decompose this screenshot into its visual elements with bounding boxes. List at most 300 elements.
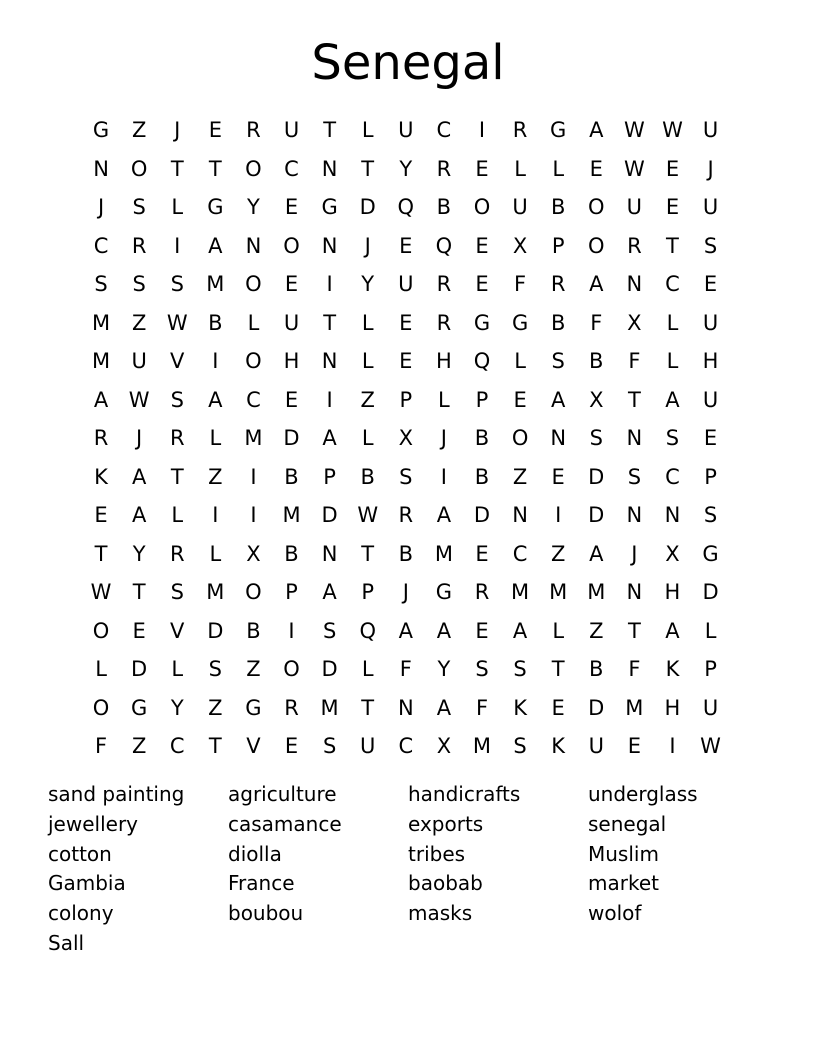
grid-letter: P — [704, 657, 717, 681]
grid-letter: W — [128, 387, 150, 412]
grid-letter: E — [475, 272, 489, 296]
grid-letter: V — [170, 618, 185, 643]
grid-row — [82, 342, 730, 381]
grid-letter: X — [665, 541, 680, 566]
grid-letter: B — [208, 310, 223, 335]
grid-letter: S — [399, 464, 413, 489]
grid-letter: A — [589, 118, 604, 142]
grid-letter: T — [208, 734, 222, 758]
grid-letter: R — [284, 695, 299, 720]
grid-letter: U — [283, 118, 300, 142]
grid-letter: S — [94, 272, 108, 296]
grid-letter: W — [357, 503, 379, 527]
grid-letter: J — [364, 233, 371, 258]
grid-letter: I — [288, 618, 295, 643]
grid-letter: E — [284, 734, 299, 758]
grid-letter: F — [590, 310, 603, 335]
grid-letter: P — [475, 387, 489, 412]
grid-letter: T — [666, 233, 679, 258]
grid-letter: I — [212, 349, 219, 373]
grid-letter: H — [702, 349, 719, 373]
grid-letter: L — [209, 426, 222, 450]
grid-letter: R — [169, 426, 185, 450]
grid-letter: M — [206, 272, 225, 296]
grid-letter: A — [93, 387, 109, 412]
grid-letter: C — [512, 541, 528, 566]
grid-row — [82, 111, 730, 150]
grid-letter: F — [514, 272, 527, 296]
grid-letter: Y — [247, 195, 260, 219]
grid-letter: W — [623, 118, 645, 142]
grid-letter: I — [174, 233, 181, 258]
word-list-item: tribes — [408, 841, 466, 866]
word-list-item: sand painting — [48, 782, 185, 806]
grid-letter: S — [170, 272, 184, 296]
grid-letter: O — [245, 580, 262, 604]
grid-letter: E — [551, 695, 565, 720]
grid-letter: E — [475, 156, 489, 181]
word-list-item: colony — [48, 901, 114, 926]
grid-letter: N — [664, 503, 681, 527]
grid-letter: S — [703, 503, 718, 527]
grid-letter: E — [627, 734, 641, 758]
grid-letter: A — [589, 272, 604, 296]
grid-letter: Z — [512, 464, 528, 489]
grid-letter: I — [669, 734, 676, 758]
grid-letter: I — [250, 464, 257, 489]
grid-letter: A — [322, 426, 337, 450]
grid-letter: R — [436, 156, 452, 181]
word-list — [48, 780, 768, 959]
grid-letter: X — [589, 387, 604, 412]
grid-letter: K — [665, 657, 680, 681]
grid-letter: Z — [131, 310, 147, 335]
grid-letter: M — [511, 580, 530, 604]
grid-letter: O — [245, 349, 262, 373]
grid-letter: Z — [589, 618, 604, 643]
grid-letter: D — [588, 503, 605, 527]
word-list-item: cotton — [48, 841, 112, 866]
grid-letter: E — [94, 503, 108, 527]
word-list-item: casamance — [228, 811, 342, 836]
grid-letter: V — [170, 349, 185, 373]
grid-letter: P — [285, 580, 298, 604]
grid-letter: R — [398, 503, 414, 527]
grid-letter: N — [626, 272, 643, 296]
grid-letter: W — [623, 156, 645, 181]
grid-letter: D — [588, 464, 605, 489]
grid-letter: H — [283, 349, 300, 373]
grid-letter: U — [702, 310, 719, 335]
grid-letter: E — [551, 464, 565, 489]
grid-row — [82, 458, 730, 497]
grid-letter: D — [207, 618, 224, 643]
grid-letter: O — [588, 195, 605, 219]
grid-letter: G — [131, 695, 148, 720]
grid-letter: E — [284, 195, 299, 219]
grid-letter: A — [436, 503, 452, 527]
grid-letter: C — [398, 734, 414, 758]
grid-letter: S — [132, 272, 146, 296]
grid-letter: S — [322, 734, 337, 758]
grid-letter: A — [131, 503, 147, 527]
grid-letter: N — [626, 426, 643, 450]
grid-letter: A — [512, 618, 528, 643]
grid-row — [82, 227, 730, 266]
grid-letter: C — [665, 464, 680, 489]
grid-letter: B — [360, 464, 375, 489]
word-list-item: baobab — [408, 871, 483, 896]
grid-letter: J — [174, 118, 181, 142]
grid-letter: M — [91, 310, 111, 335]
grid-letter: N — [321, 541, 338, 566]
grid-letter: S — [589, 426, 603, 450]
grid-row — [82, 496, 730, 535]
grid-letter: N — [626, 503, 643, 527]
grid-letter: U — [360, 734, 376, 758]
grid-letter: L — [438, 387, 450, 412]
grid-letter: X — [512, 233, 528, 258]
grid-letter: X — [246, 541, 261, 566]
grid-letter: S — [513, 734, 527, 758]
grid-letter: S — [551, 349, 565, 373]
grid-letter: Z — [360, 387, 375, 412]
grid-letter: F — [399, 657, 412, 681]
grid-letter: J — [136, 426, 143, 450]
grid-letter: S — [627, 464, 642, 489]
grid-letter: U — [702, 118, 719, 142]
grid-letter: G — [702, 541, 719, 566]
grid-letter: O — [588, 233, 605, 258]
grid-letter: N — [512, 503, 528, 527]
grid-letter: L — [514, 156, 526, 181]
grid-letter: M — [472, 734, 492, 758]
grid-letter: P — [361, 580, 375, 604]
grid-letter: D — [588, 695, 605, 720]
grid-letter: R — [627, 233, 642, 258]
grid-letter: G — [245, 695, 262, 720]
grid-letter: T — [361, 695, 375, 720]
grid-letter: L — [666, 310, 679, 335]
grid-letter: R — [131, 233, 147, 258]
grid-letter: T — [170, 464, 184, 489]
grid-letter: S — [322, 618, 337, 643]
grid-row — [82, 573, 730, 612]
word-list-item: exports — [408, 811, 484, 836]
grid-letter: R — [169, 541, 185, 566]
grid-letter: C — [436, 118, 452, 142]
grid-letter: S — [475, 657, 489, 681]
grid-letter: B — [398, 541, 413, 566]
grid-letter: J — [402, 580, 409, 604]
grid-row — [82, 304, 730, 343]
grid-letter: A — [208, 233, 223, 258]
grid-letter: E — [703, 272, 718, 296]
grid-letter: J — [440, 426, 447, 450]
grid-letter: N — [397, 695, 414, 720]
grid-letter: O — [92, 695, 110, 720]
grid-letter: G — [550, 118, 567, 142]
grid-letter: Z — [550, 541, 566, 566]
grid-letter: F — [475, 695, 489, 720]
grid-letter: A — [665, 387, 680, 412]
grid-letter: A — [398, 618, 413, 643]
grid-letter: R — [246, 118, 261, 142]
grid-letter: I — [250, 503, 257, 527]
grid-letter: D — [321, 503, 338, 527]
grid-letter: M — [244, 426, 263, 450]
grid-row — [82, 535, 730, 574]
grid-letter: L — [95, 657, 107, 681]
grid-letter: R — [474, 580, 490, 604]
grid-letter: D — [321, 657, 338, 681]
grid-letter: M — [549, 580, 568, 604]
grid-letter: X — [436, 734, 452, 758]
grid-letter: L — [361, 118, 374, 142]
grid-letter: M — [206, 580, 225, 604]
grid-row — [82, 188, 730, 227]
grid-letter: Q — [473, 349, 491, 373]
grid-letter: E — [399, 310, 413, 335]
grid-letter: O — [473, 195, 491, 219]
word-list-item: market — [588, 871, 659, 896]
grid-letter: T — [361, 156, 375, 181]
grid-letter: S — [665, 426, 680, 450]
grid-letter: R — [436, 310, 452, 335]
grid-letter: A — [589, 541, 604, 566]
grid-row — [82, 650, 730, 689]
grid-letter: G — [511, 310, 529, 335]
grid-letter: T — [627, 618, 641, 643]
grid-letter: U — [588, 734, 604, 758]
grid-letter: C — [665, 272, 680, 296]
grid-letter: U — [626, 195, 643, 219]
grid-letter: T — [208, 156, 222, 181]
grid-letter: Y — [437, 657, 451, 681]
grid-letter: N — [321, 349, 338, 373]
grid-letter: U — [131, 349, 147, 373]
grid-letter: E — [399, 349, 413, 373]
grid-letter: L — [704, 618, 717, 643]
grid-letter: F — [628, 657, 641, 681]
grid-letter: Z — [131, 118, 147, 142]
grid-letter: E — [589, 156, 603, 181]
grid-letter: N — [550, 426, 567, 450]
grid-letter: C — [169, 734, 185, 758]
grid-letter: U — [283, 310, 300, 335]
grid-letter: Q — [397, 195, 415, 219]
grid-letter: F — [95, 734, 108, 758]
grid-letter: X — [627, 310, 642, 335]
word-list-item: senegal — [588, 811, 667, 836]
grid-letter: B — [589, 657, 604, 681]
grid-letter: B — [436, 195, 452, 219]
grid-letter: E — [284, 387, 299, 412]
grid-letter: I — [212, 503, 219, 527]
grid-letter: A — [436, 618, 452, 643]
word-list-item: France — [228, 871, 295, 896]
grid-letter: U — [702, 195, 719, 219]
grid-letter: S — [513, 657, 527, 681]
grid-letter: T — [132, 580, 146, 604]
grid-letter: E — [475, 541, 489, 566]
grid-letter: D — [131, 657, 148, 681]
grid-letter: K — [551, 734, 566, 758]
grid-letter: J — [707, 156, 714, 181]
word-list-item: underglass — [588, 782, 698, 806]
grid-letter: W — [166, 310, 188, 335]
grid-letter: B — [246, 618, 261, 643]
grid-letter: O — [283, 233, 300, 258]
grid-row — [82, 612, 730, 651]
word-list-item: jewellery — [48, 811, 138, 836]
grid-letter: X — [398, 426, 413, 450]
grid-letter: E — [475, 233, 489, 258]
grid-letter: T — [551, 657, 565, 681]
grid-letter: D — [359, 195, 376, 219]
grid-letter: L — [171, 503, 184, 527]
grid-letter: J — [631, 541, 638, 566]
grid-letter: I — [555, 503, 562, 527]
grid-letter: K — [513, 695, 527, 720]
page-title: Senegal — [311, 35, 505, 91]
grid-letter: Z — [246, 657, 261, 681]
grid-letter: L — [361, 349, 374, 373]
grid-letter: E — [284, 272, 299, 296]
grid-letter: S — [132, 195, 146, 219]
grid-letter: Z — [131, 734, 147, 758]
grid-letter: Q — [359, 618, 376, 643]
grid-letter: U — [512, 195, 528, 219]
grid-letter: S — [170, 580, 184, 604]
grid-letter: E — [399, 233, 413, 258]
grid-letter: M — [434, 541, 453, 566]
grid-letter: B — [589, 349, 604, 373]
grid-letter: E — [665, 156, 680, 181]
grid-row — [82, 150, 730, 189]
grid-letter: H — [435, 349, 452, 373]
grid-letter: Y — [132, 541, 146, 566]
grid-letter: N — [93, 156, 109, 181]
grid-letter: L — [171, 195, 184, 219]
grid-letter: P — [551, 233, 565, 258]
grid-letter: N — [626, 580, 643, 604]
grid-letter: P — [323, 464, 336, 489]
grid-row — [82, 381, 730, 420]
grid-letter: B — [284, 541, 299, 566]
grid-letter: B — [474, 464, 490, 489]
grid-letter: L — [361, 657, 374, 681]
grid-letter: N — [321, 233, 338, 258]
grid-letter: B — [284, 464, 299, 489]
grid-letter: S — [170, 387, 184, 412]
grid-letter: I — [440, 464, 447, 489]
grid-letter: Q — [435, 233, 453, 258]
grid-letter: C — [246, 387, 261, 412]
grid-letter: D — [702, 580, 719, 604]
grid-row — [82, 727, 730, 766]
grid-letter: T — [94, 541, 108, 566]
grid-letter: H — [664, 695, 681, 720]
grid-letter: T — [170, 156, 184, 181]
word-list-item: Gambia — [48, 871, 126, 896]
grid-letter: I — [326, 387, 333, 412]
grid-letter: R — [93, 426, 109, 450]
grid-letter: U — [702, 695, 719, 720]
grid-letter: K — [94, 464, 108, 489]
grid-letter: W — [90, 580, 112, 604]
grid-letter: N — [321, 156, 338, 181]
grid-letter: I — [478, 118, 486, 142]
grid-letter: L — [514, 349, 526, 373]
grid-letter: Y — [399, 156, 413, 181]
grid-letter: W — [700, 734, 721, 758]
grid-letter: D — [283, 426, 300, 450]
grid-row — [82, 419, 730, 458]
grid-letter: A — [436, 695, 452, 720]
grid-letter: V — [246, 734, 261, 758]
grid-letter: N — [245, 233, 262, 258]
grid-letter: M — [91, 349, 111, 373]
grid-letter: C — [284, 156, 299, 181]
grid-letter: P — [399, 387, 413, 412]
grid-letter: M — [625, 695, 644, 720]
word-list-item: Muslim — [588, 841, 659, 866]
grid-letter: G — [435, 580, 453, 604]
grid-letter: A — [208, 387, 223, 412]
grid-letter: T — [361, 541, 375, 566]
grid-letter: B — [550, 195, 566, 219]
grid-letter: Z — [208, 695, 223, 720]
grid-letter: E — [703, 426, 718, 450]
grid-letter: G — [321, 195, 338, 219]
grid-letter: T — [323, 118, 337, 142]
grid-row — [82, 689, 730, 728]
word-list-item: boubou — [228, 901, 304, 926]
grid-letter: M — [282, 503, 301, 527]
grid-letter: U — [398, 272, 414, 296]
grid-row — [82, 265, 730, 304]
letter-grid — [82, 111, 730, 766]
grid-letter: C — [93, 233, 109, 258]
grid-letter: F — [628, 349, 641, 373]
word-list-item: masks — [408, 901, 473, 926]
grid-letter: T — [323, 310, 337, 335]
grid-letter: G — [92, 118, 110, 142]
grid-letter: Z — [208, 464, 223, 489]
grid-letter: S — [208, 657, 222, 681]
word-list-item: wolof — [588, 901, 642, 926]
grid-letter: G — [473, 310, 491, 335]
grid-letter: R — [512, 118, 528, 142]
grid-letter: P — [704, 464, 717, 489]
grid-letter: O — [245, 272, 262, 296]
grid-letter: U — [398, 118, 414, 142]
grid-letter: L — [361, 310, 374, 335]
grid-letter: O — [511, 426, 529, 450]
grid-letter: L — [552, 618, 565, 643]
grid-letter: E — [513, 387, 527, 412]
grid-letter: G — [207, 195, 224, 219]
grid-letter: R — [436, 272, 452, 296]
word-list-item: diolla — [228, 841, 282, 866]
grid-letter: R — [550, 272, 566, 296]
grid-letter: S — [703, 233, 718, 258]
word-list-item: handicrafts — [408, 782, 521, 806]
grid-letter: M — [587, 580, 606, 604]
grid-letter: L — [209, 541, 222, 566]
grid-letter: L — [666, 349, 679, 373]
